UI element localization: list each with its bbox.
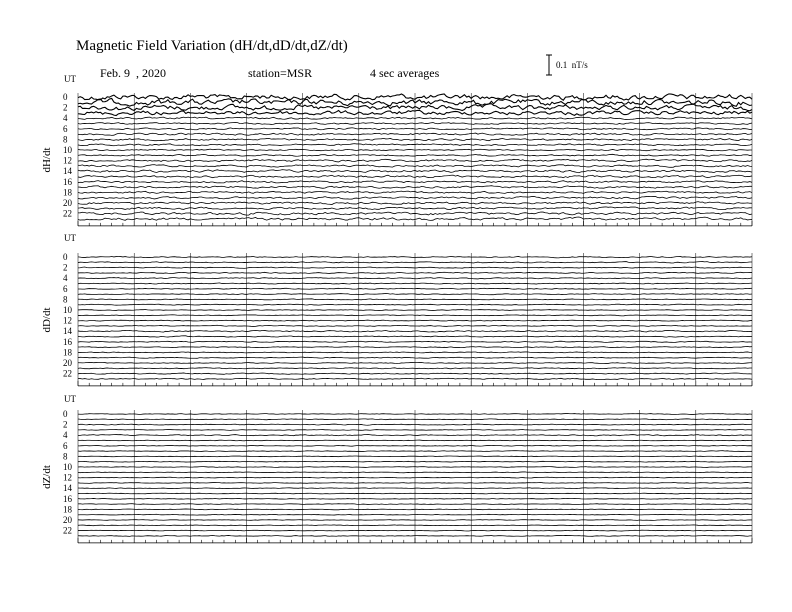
hour-label: 6 — [63, 440, 68, 451]
hour-label: 6 — [63, 283, 68, 294]
hour-label: 12 — [63, 315, 72, 326]
panel-ut-label: UT — [64, 74, 76, 84]
hour-label: 14 — [63, 326, 72, 337]
hour-label: 10 — [63, 305, 72, 315]
hour-label: 18 — [63, 504, 72, 515]
hour-label: 0 — [63, 252, 68, 262]
hour-label: 2 — [63, 262, 68, 273]
hour-label: 16 — [63, 176, 72, 187]
hour-label: 6 — [63, 123, 68, 134]
hour-label: 22 — [63, 368, 72, 379]
date-label: Feb. 9 , 2020 — [100, 66, 166, 80]
hour-label: 10 — [63, 462, 72, 472]
hour-label: 16 — [63, 493, 72, 504]
station-label: station=MSR — [248, 66, 313, 80]
hour-label: 16 — [63, 336, 72, 347]
hour-label: 18 — [63, 187, 72, 198]
hour-label: 12 — [63, 155, 72, 166]
hour-label: 4 — [63, 430, 68, 441]
hour-label: 8 — [63, 451, 68, 462]
hour-label: 10 — [63, 145, 72, 155]
panel-ut-label: UT — [64, 233, 76, 243]
averaging-label: 4 sec averages — [370, 66, 440, 80]
hour-label: 4 — [63, 273, 68, 284]
hour-label: 12 — [63, 472, 72, 483]
hour-label: 0 — [63, 409, 68, 419]
panel-axis-label: dZ/dt — [41, 465, 53, 489]
hour-label: 2 — [63, 419, 68, 430]
panel-axis-label: dD/dt — [41, 307, 53, 333]
panel-axis-label: dH/dt — [41, 147, 53, 173]
hour-label: 22 — [63, 208, 72, 219]
hour-label: 2 — [63, 102, 68, 113]
hour-label: 8 — [63, 294, 68, 305]
hour-label: 20 — [63, 198, 72, 208]
hour-label: 18 — [63, 347, 72, 358]
hour-label: 4 — [63, 113, 68, 124]
panel-ut-label: UT — [64, 394, 76, 404]
hour-label: 0 — [63, 92, 68, 102]
hour-label: 14 — [63, 483, 72, 494]
hour-label: 8 — [63, 134, 68, 145]
scale-bar-label: 0.1 nT/s — [556, 60, 588, 70]
hour-label: 20 — [63, 515, 72, 525]
hour-label: 22 — [63, 525, 72, 536]
chart-title: Magnetic Field Variation (dH/dt,dD/dt,dZ/dt) — [76, 38, 348, 54]
hour-label: 20 — [63, 358, 72, 368]
hour-label: 14 — [63, 166, 72, 177]
